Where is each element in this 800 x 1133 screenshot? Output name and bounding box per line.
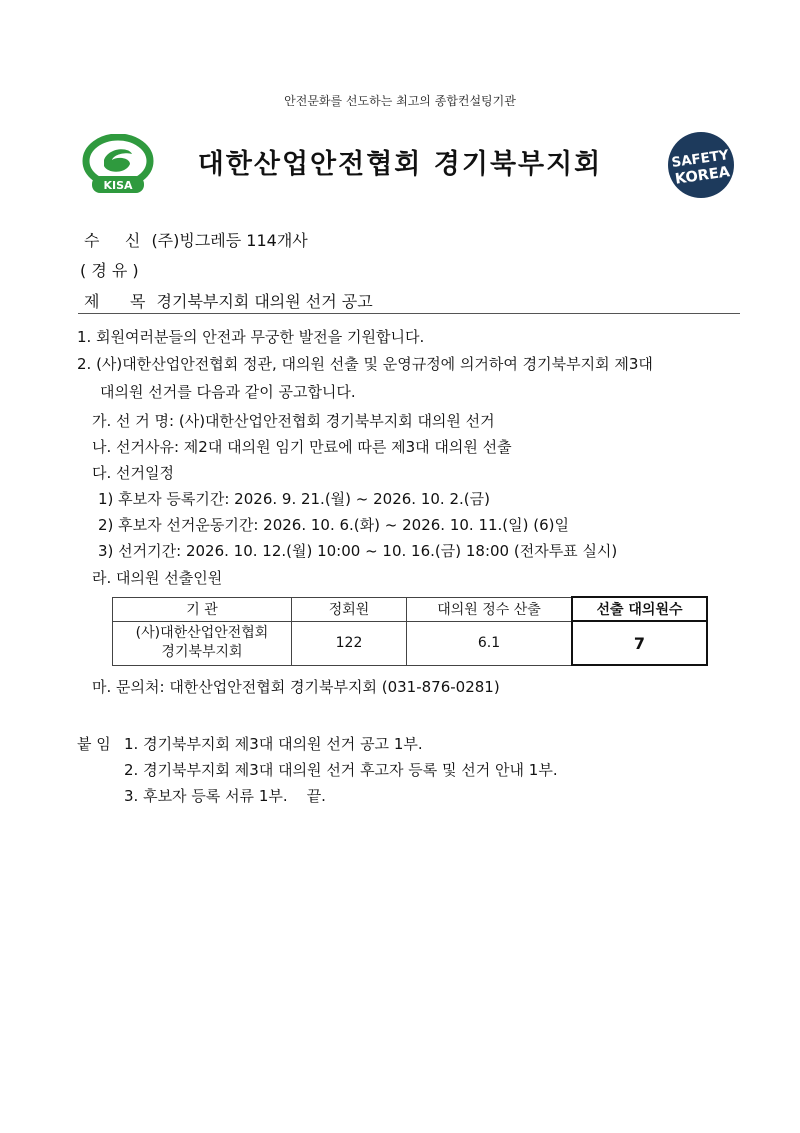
cell-org-line2: 경기북부지회 xyxy=(161,644,243,660)
safety-logo-line2: KOREA xyxy=(674,164,731,188)
body-item-2: 2. (사)대한산업안전협회 정관, 대의원 선출 및 운영규정에 의거하여 경기북부지회 제3대 xyxy=(77,355,653,373)
item-ra: 라. 대의원 선출인원 xyxy=(92,569,223,587)
schedule-1: 1) 후보자 등록기간: 2026. 9. 21.(월) ~ 2026. 10. 2.(금) xyxy=(98,490,490,508)
table-row xyxy=(113,621,708,665)
attachments-label: 붙 임 xyxy=(77,735,111,753)
schedule-3: 3) 선거기간: 2026. 10. 12.(월) 10:00 ~ 10. 16.(금) 18:00 (전자투표 실시) xyxy=(98,542,618,560)
table-header-row xyxy=(113,597,708,621)
cell-org-line1: (사)대한산업안전협회 xyxy=(135,625,269,641)
body-item-1: 1. 회원여러분들의 안전과 무궁한 발전을 기원합니다. xyxy=(77,328,425,346)
safety-korea-logo xyxy=(666,130,736,200)
recipient-label: 수 신 xyxy=(84,231,141,250)
via-label: ( 경 유 ) xyxy=(80,261,139,280)
slogan: 안전문화를 선도하는 최고의 종합컨설팅기관 xyxy=(284,94,516,108)
col-members: 정회원 xyxy=(292,597,407,621)
subject-label: 제 목 xyxy=(84,292,146,311)
cell-members: 122 xyxy=(292,621,407,665)
item-ga: 가. 선 거 명: (사)대한산업안전협회 경기북부지회 대의원 선거 xyxy=(92,412,495,430)
body-item-2-cont: 대의원 선거를 다음과 같이 공고합니다. xyxy=(100,383,356,401)
schedule-2: 2) 후보자 선거운동기간: 2026. 10. 6.(화) ~ 2026. 10. 11.(일) (6)일 xyxy=(98,516,569,534)
org-title: 대한산업안전협회 경기북부지회 xyxy=(197,149,603,180)
recipient-row xyxy=(84,228,308,251)
cell-org xyxy=(113,621,292,665)
col-calc: 대의원 정수 산출 xyxy=(407,597,573,621)
attachment-2: 2. 경기북부지회 제3대 대의원 선거 후고자 등록 및 선거 안내 1부. xyxy=(124,761,558,779)
subject-value: 경기북부지회 대의원 선거 공고 xyxy=(156,292,373,311)
item-da: 다. 선거일정 xyxy=(92,464,174,482)
item-na: 나. 선거사유: 제2대 대의원 임기 만료에 따른 제3대 대의원 선출 xyxy=(92,438,512,456)
attachment-3: 3. 후보자 등록 서류 1부. 끝. xyxy=(124,787,326,805)
cell-elected: 7 xyxy=(572,621,707,665)
attachment-1: 1. 경기북부지회 제3대 대의원 선거 공고 1부. xyxy=(124,735,423,753)
kisa-logo-text: KISA xyxy=(103,179,133,192)
col-org: 기 관 xyxy=(113,597,292,621)
col-elected: 선출 대의원수 xyxy=(572,597,707,621)
recipient-value: (주)빙그레등 114개사 xyxy=(151,231,308,250)
item-ma-contact: 마. 문의처: 대한산업안전협회 경기북부지회 (031-876-0281) xyxy=(92,678,500,696)
header-divider xyxy=(78,313,740,314)
delegate-table xyxy=(112,596,708,666)
cell-calc: 6.1 xyxy=(407,621,573,665)
subject-row xyxy=(84,289,373,312)
safety-logo-line1: SAFETY xyxy=(670,147,730,171)
